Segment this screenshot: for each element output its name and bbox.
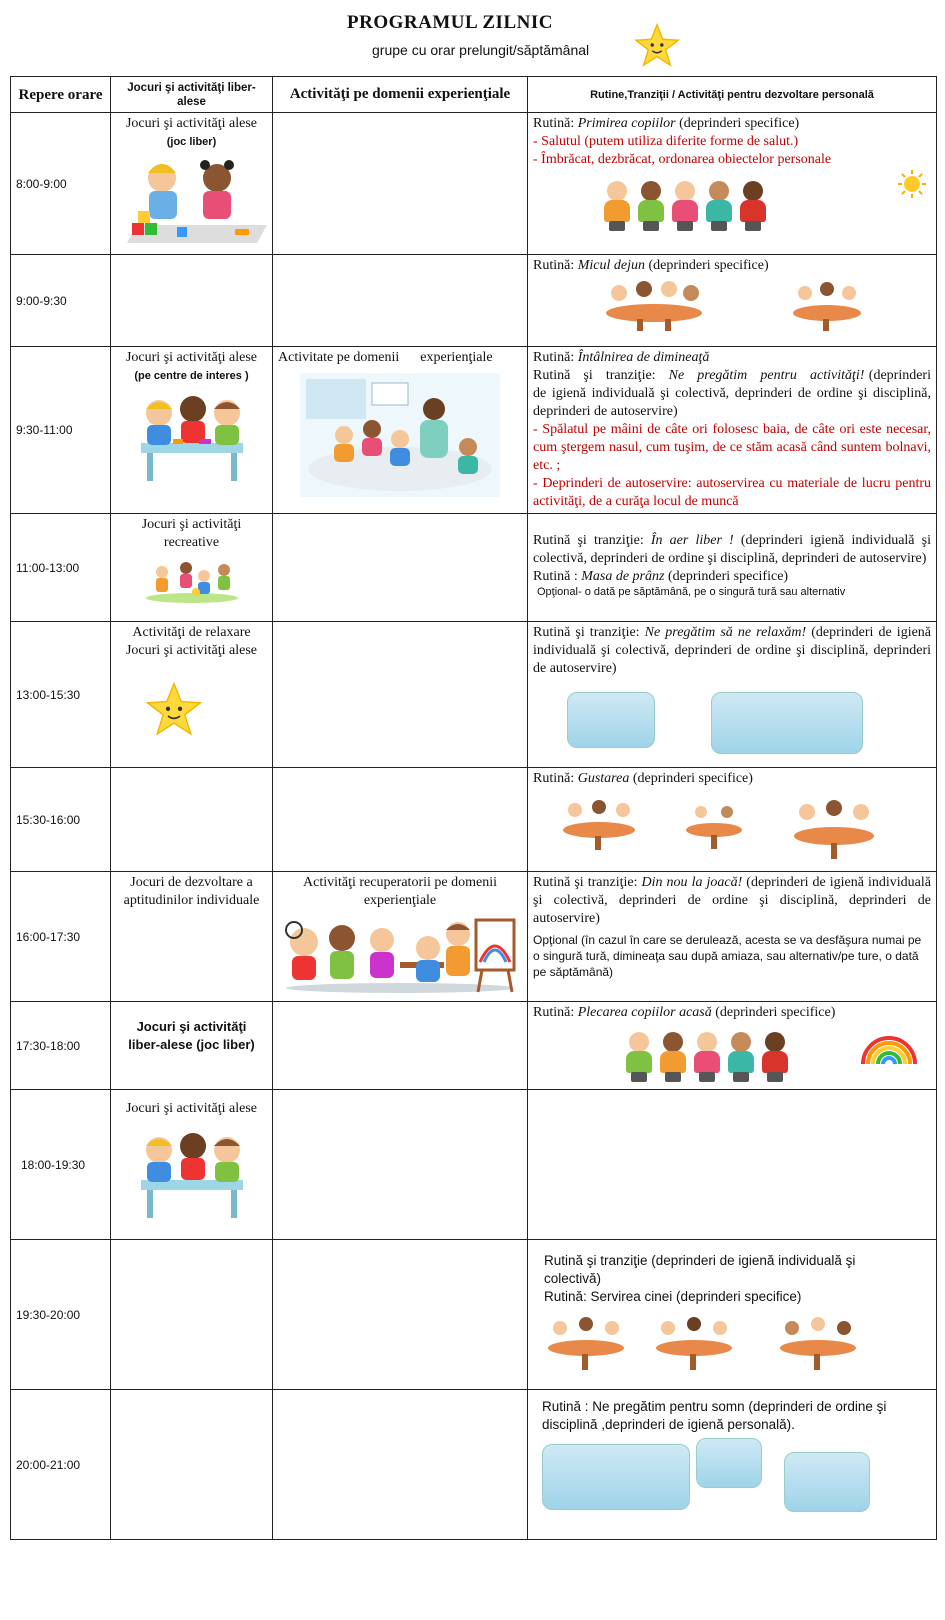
routines-cell xyxy=(528,1090,937,1240)
routine-name: Masa de prânz xyxy=(581,569,665,584)
kids-eating-icon xyxy=(789,279,865,331)
routine-name: Gustarea xyxy=(577,771,630,786)
breakfast-illustration xyxy=(533,279,931,331)
routine-label: Rutină: xyxy=(533,350,578,365)
routine-detail: (deprinderi specifice) xyxy=(629,771,753,786)
routine-label: Rutină şi tranziţie: xyxy=(533,875,642,890)
routine-detail: (deprinderi specifice) xyxy=(675,116,800,131)
time-cell: 13:00-15:30 xyxy=(11,622,111,768)
routine-name: Din nou la joacă! xyxy=(641,875,743,890)
star-icon xyxy=(144,680,204,740)
routine-text: Rutină : Ne pregătim pentru somn (deprinderi de ordine şi disciplină ,deprinderi de igienă personală). xyxy=(542,1399,887,1432)
header-row xyxy=(11,77,937,113)
table-row xyxy=(11,872,937,1002)
routine-detail: (deprinderi de igienă individuală şi colectivă, deprinderi de ordine şi disciplină, deprinderi de autoservire) xyxy=(533,625,932,676)
kids-eating-icon xyxy=(776,1314,860,1370)
routine-note-red: - Îmbrăcat, dezbrăcat, ordonarea obiectelor personale xyxy=(533,152,832,167)
time-cell: 15:30-16:00 xyxy=(11,768,111,872)
routine-name: Plecarea copiilor acasă xyxy=(577,1005,712,1020)
domains-cell xyxy=(273,768,528,872)
kids-eating-icon xyxy=(652,1314,736,1370)
free-cell xyxy=(111,768,273,872)
table-row xyxy=(11,1390,937,1540)
col-header-domains: Activităţi pe domenii experienţiale xyxy=(273,77,528,113)
routine-note-red: - Spălatul pe mâini de câte ori folosesc baia, de câte ori este necesar, cum ştergem nasul, cum tuşim, de ce stăm acasă când suntem bolnavi, etc. ; xyxy=(533,422,931,473)
col-header-routines: Rutine,Tranziţii / Activităţi pentru dezvoltare personală xyxy=(528,77,937,113)
kids-eating-icon xyxy=(683,798,745,850)
free-note: (joc liber) xyxy=(166,136,217,148)
routine-name: Primirea copiilor xyxy=(577,116,676,131)
sleeping-kids-icon xyxy=(696,1438,762,1488)
subtitle-main: grupe cu orar prelungit xyxy=(372,42,513,58)
routine-label: Rutină: xyxy=(533,771,578,786)
time-cell: 16:00-17:30 xyxy=(11,872,111,1002)
free-cell xyxy=(111,514,273,622)
routines-cell xyxy=(528,1240,937,1390)
nap-illustration xyxy=(567,692,931,754)
kids-at-table-icon xyxy=(133,1128,251,1220)
domains-activity: Activităţi recuperatorii pe domenii experienţiale xyxy=(303,875,497,908)
routine-detail: (deprinderi de igienă individuală şi colectivă, deprinderi de ordine şi disciplină, deprinderi de autoservire) xyxy=(533,368,931,419)
free-activity: Jocuri şi activităţi liber-alese (joc liber) xyxy=(128,1019,255,1052)
table-row xyxy=(11,622,937,768)
free-cell: Jocuri de dezvoltare a aptitudinilor individuale xyxy=(111,872,273,1002)
free-activity: Jocuri şi activităţi recreative xyxy=(141,517,242,550)
free-note: (pe centre de interes ) xyxy=(134,370,249,382)
kids-at-table-icon xyxy=(133,391,251,483)
time-cell: 18:00-19:30 xyxy=(11,1090,111,1240)
table-row xyxy=(11,768,937,872)
free-activity: Jocuri şi activităţi alese xyxy=(125,350,257,365)
kids-eating-icon xyxy=(559,798,639,850)
routine-detail: (deprinderi specifice) xyxy=(711,1005,836,1020)
table-row xyxy=(11,113,937,255)
routine-detail: (deprinderi specifice) xyxy=(645,258,769,273)
routine-optional-note: Opţional- o dată pe săptămână, pe o singură tură sau alternativ xyxy=(537,586,846,598)
free-cell xyxy=(111,1002,273,1090)
free-cell xyxy=(111,622,273,768)
bedtime-illustration xyxy=(542,1438,922,1512)
kids-outdoor-icon xyxy=(144,556,240,604)
routine-label: Rutină: xyxy=(533,1005,578,1020)
col-header-free: Jocuri şi activităţi liber-alese xyxy=(111,77,273,113)
domains-cell xyxy=(273,514,528,622)
col-header-time: Repere orare xyxy=(11,77,111,113)
table-row xyxy=(11,514,937,622)
time-cell: 8:00-9:00 xyxy=(11,113,111,255)
routine-label: Rutină şi tranziţie: xyxy=(533,368,669,383)
domains-cell xyxy=(273,1090,528,1240)
circle-time-icon xyxy=(300,373,500,497)
routines-cell xyxy=(528,1390,937,1540)
table-row xyxy=(11,1090,937,1240)
routine-optional-note: Opţional (în cazul în care se derulează, acesta se va desfăşura numai pe o singură tură, dimineaţa sau după amiaza, sau alternativ/pe ture, o dată pe săptămână) xyxy=(533,933,922,979)
kids-playing-icon xyxy=(117,153,267,248)
free-cell xyxy=(111,113,273,255)
routine-label: Rutină: xyxy=(533,258,578,273)
rainbow-icon xyxy=(859,1036,919,1066)
free-cell xyxy=(111,1240,273,1390)
routine-name: Micul dejun xyxy=(577,258,645,273)
sleeping-kids-icon xyxy=(784,1452,870,1512)
domains-cell xyxy=(273,1002,528,1090)
domains-cell xyxy=(273,347,528,514)
domains-cell xyxy=(273,255,528,347)
time-cell: 9:30-11:00 xyxy=(11,347,111,514)
routine-label: Rutină: xyxy=(533,116,578,131)
routine-note-red: - Deprinderi de autoservire: autoservirea cu materiale de lucru pentru activităţi, de a curăţa locul de muncă xyxy=(533,476,931,509)
table-row xyxy=(11,255,937,347)
routine-name: În aer liber ! xyxy=(650,533,734,548)
free-cell xyxy=(111,255,273,347)
schedule-table xyxy=(10,76,937,1540)
domains-cell xyxy=(273,1390,528,1540)
page-subtitle xyxy=(372,42,589,58)
routine-detail: (deprinderi specifice) xyxy=(664,569,789,584)
kids-group-icon xyxy=(625,1032,789,1082)
domains-cell xyxy=(273,622,528,768)
kids-eating-icon xyxy=(544,1314,628,1370)
routine-name: Întâlnirea de dimineaţă xyxy=(577,350,710,365)
routine-text: Rutină şi tranziţie (deprinderi de igienă individuală şi colectivă) xyxy=(544,1253,856,1286)
domains-cell xyxy=(273,872,528,1002)
sleeping-kids-icon xyxy=(567,692,655,748)
routines-cell xyxy=(528,872,937,1002)
time-cell: 19:30-20:00 xyxy=(11,1240,111,1390)
sleeping-kids-icon xyxy=(711,692,863,754)
kids-eating-icon xyxy=(599,279,709,331)
free-activity: Jocuri şi activităţi alese xyxy=(125,116,257,131)
star-icon xyxy=(633,22,681,70)
routines-cell xyxy=(528,347,937,514)
free-activity: Activităţi de relaxare Jocuri şi activităţi alese xyxy=(125,625,257,658)
table-row xyxy=(11,1240,937,1390)
page-title: PROGRAMUL ZILNIC xyxy=(347,12,553,33)
time-cell: 9:00-9:30 xyxy=(11,255,111,347)
kids-group-icon xyxy=(603,181,767,231)
routine-name: Ne pregătim să ne relaxăm! xyxy=(644,625,807,640)
domains-cell xyxy=(273,113,528,255)
routine-detail: (deprinderi igienă individuală şi colectivă, deprinderi de ordine şi disciplină, deprinderi de autoservire) xyxy=(533,533,931,566)
free-cell xyxy=(111,347,273,514)
routines-cell xyxy=(528,113,937,255)
kids-eating-icon xyxy=(789,798,879,860)
routine-text: Rutină: Servirea cinei (deprinderi specifice) xyxy=(544,1289,802,1304)
snack-illustration xyxy=(559,798,931,860)
routines-cell xyxy=(528,1002,937,1090)
time-cell: 11:00-13:00 xyxy=(11,514,111,622)
time-cell: 17:30-18:00 xyxy=(11,1002,111,1090)
domains-cell xyxy=(273,1240,528,1390)
free-activity: Jocuri şi activităţi alese xyxy=(125,1101,257,1116)
routines-cell xyxy=(528,622,937,768)
time-cell: 20:00-21:00 xyxy=(11,1390,111,1540)
table-row xyxy=(11,1002,937,1090)
routine-label: Rutină şi tranziţie: xyxy=(533,625,645,640)
kids-art-icon xyxy=(282,912,518,994)
table-row xyxy=(11,347,937,514)
routine-name: Ne pregătim pentru activităţi! xyxy=(668,368,865,383)
routine-note-red: - Salutul (putem utiliza diferite forme de salut.) xyxy=(533,134,799,149)
routine-label: Rutină : xyxy=(533,569,582,584)
routines-cell xyxy=(528,514,937,622)
dinner-illustration xyxy=(544,1314,912,1370)
sun-icon xyxy=(897,169,927,199)
routines-cell xyxy=(528,768,937,872)
free-cell xyxy=(111,1090,273,1240)
sleeping-kids-icon xyxy=(542,1444,690,1510)
domains-activity: Activitate pe domenii experienţiale xyxy=(278,350,493,365)
routine-label: Rutină şi tranziţie: xyxy=(533,533,651,548)
routine-detail: (deprinderi de igienă individuală şi colectivă, deprinderi de ordine şi disciplină, deprinderi de autoservire) xyxy=(533,875,931,926)
free-cell xyxy=(111,1390,273,1540)
subtitle-weekly: /săptămânal xyxy=(512,42,590,58)
routines-cell xyxy=(528,255,937,347)
